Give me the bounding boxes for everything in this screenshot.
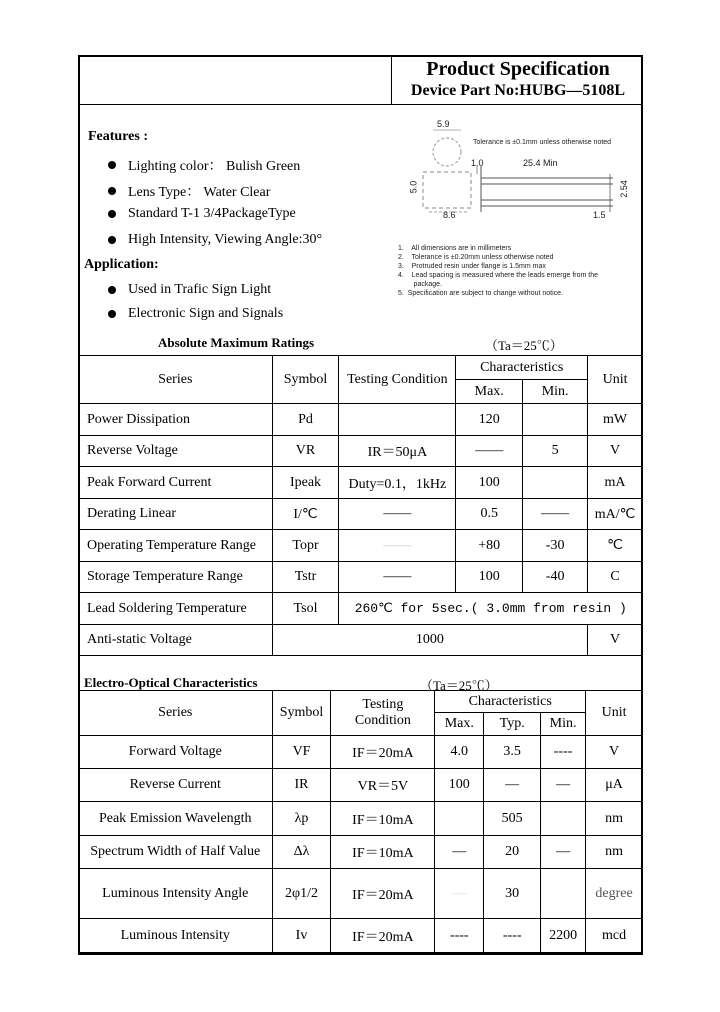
led-dimension-diagram — [395, 114, 640, 304]
diagram-note: 5. Specification are subject to change without notice. — [398, 290, 563, 297]
feature-item: Lighting color： Bulish Green — [108, 155, 300, 175]
electro-ta: （Ta＝25℃） — [420, 678, 498, 693]
table-row: Spectrum Width of Half Value Δλ IF＝10mA — 20 — nm — [79, 836, 643, 869]
header-condition: Testing Condition — [331, 691, 435, 736]
table-row: Luminous Intensity Angle 2φ1/2 IF＝20mA — 30 degree — [79, 869, 643, 919]
header-symbol: Symbol — [272, 691, 331, 736]
application-label: Application: — [84, 257, 159, 272]
features-label: Features : — [88, 129, 148, 144]
dim-height: 5.0 — [408, 180, 419, 194]
header-max: Max. — [456, 380, 523, 404]
diagram-note: package. — [398, 281, 442, 288]
diagram-note: 4. Lead spacing is measured where the leads emerge from the — [398, 272, 598, 279]
table-row: Power Dissipation Pd 120 mW — [79, 404, 643, 436]
dim-254: 2.54 — [618, 180, 629, 198]
header-series: Series — [79, 356, 273, 404]
header-max: Max. — [435, 713, 484, 736]
feature-item: Standard T-1 3/4PackageType — [108, 206, 296, 222]
table-row: Derating Linear I/℃ —— 0.5 —— mA/℃ — [79, 499, 643, 530]
table-row: Reverse Current IR VR＝5V 100 — — μA — [79, 769, 643, 802]
abs-max-ta: （Ta＝25℃） — [485, 338, 563, 353]
header-min: Min. — [541, 713, 586, 736]
tolerance-note: Tolerance is ±0.1mm unless otherwise noted — [473, 139, 612, 146]
header-line — [79, 104, 642, 105]
feature-item: Lens Type： Water Clear — [108, 181, 270, 201]
header-typ: Typ. — [484, 713, 541, 736]
table-row: Peak Emission Wavelength λp IF＝10mA 505 nm — [79, 802, 643, 836]
table-row: Lead Soldering Temperature Tsol 260℃ for 5sec.( 3.0mm from resin ) — [79, 593, 643, 625]
abs-max-label: Absolute Maximum Ratings — [158, 335, 315, 350]
electro-label: Electro-Optical Characteristics — [84, 675, 258, 690]
header-condition: Testing Condition — [339, 356, 456, 404]
feature-item: High Intensity, Viewing Angle:30° — [108, 232, 322, 248]
device-part-number: Device Part No:HUBG—5108L — [410, 82, 626, 99]
diagram-note: 2. Tolerance is ±0.20mm unless otherwise noted — [398, 254, 554, 261]
dim-86: 8.6 — [443, 210, 456, 220]
page-title: Product Specification — [426, 58, 610, 80]
header-unit: Unit — [586, 691, 643, 736]
table-row: Reverse Voltage VR IR＝50μA —— 5 V — [79, 436, 643, 467]
header-min: Min. — [523, 380, 588, 404]
diagram-note: 3. Protruded resin under flange is 1.5mm max — [398, 263, 546, 270]
header-symbol: Symbol — [272, 356, 339, 404]
diagram-notes — [398, 244, 638, 298]
table-row: Anti-static Voltage 1000 V — [79, 625, 643, 656]
header-series: Series — [79, 691, 273, 736]
table-row: Peak Forward Current Ipeak Duty=0.1，1kHz 100 mA — [79, 467, 643, 499]
header-unit: Unit — [588, 356, 643, 404]
dim-15: 1.5 — [593, 210, 606, 220]
diagram-note: 1. All dimensions are in millimeters — [398, 245, 512, 252]
led-outline-drawing — [395, 114, 640, 224]
table-row: Storage Temperature Range Tstr —— 100 -40 C — [79, 562, 643, 593]
header-divider — [391, 56, 392, 104]
dim-top: 5.9 — [437, 119, 450, 129]
dim-1-0: 1.0 — [471, 158, 484, 168]
abs-max-table — [78, 355, 643, 656]
electro-table — [78, 690, 643, 953]
header-characteristics: Characteristics — [456, 356, 588, 380]
table-row: Forward Voltage VF IF＝20mA 4.0 3.5 ---- V — [79, 736, 643, 769]
header-characteristics: Characteristics — [435, 691, 586, 713]
dim-lead: 25.4 Min — [523, 158, 558, 168]
table-row: Operating Temperature Range Topr —— +80 -30 ℃ — [79, 530, 643, 562]
application-item: Used in Trafic Sign Light — [108, 282, 271, 298]
application-item: Electronic Sign and Signals — [108, 306, 283, 322]
table-row: Luminous Intensity Iv IF＝20mA ---- ---- 2200 mcd — [79, 919, 643, 953]
